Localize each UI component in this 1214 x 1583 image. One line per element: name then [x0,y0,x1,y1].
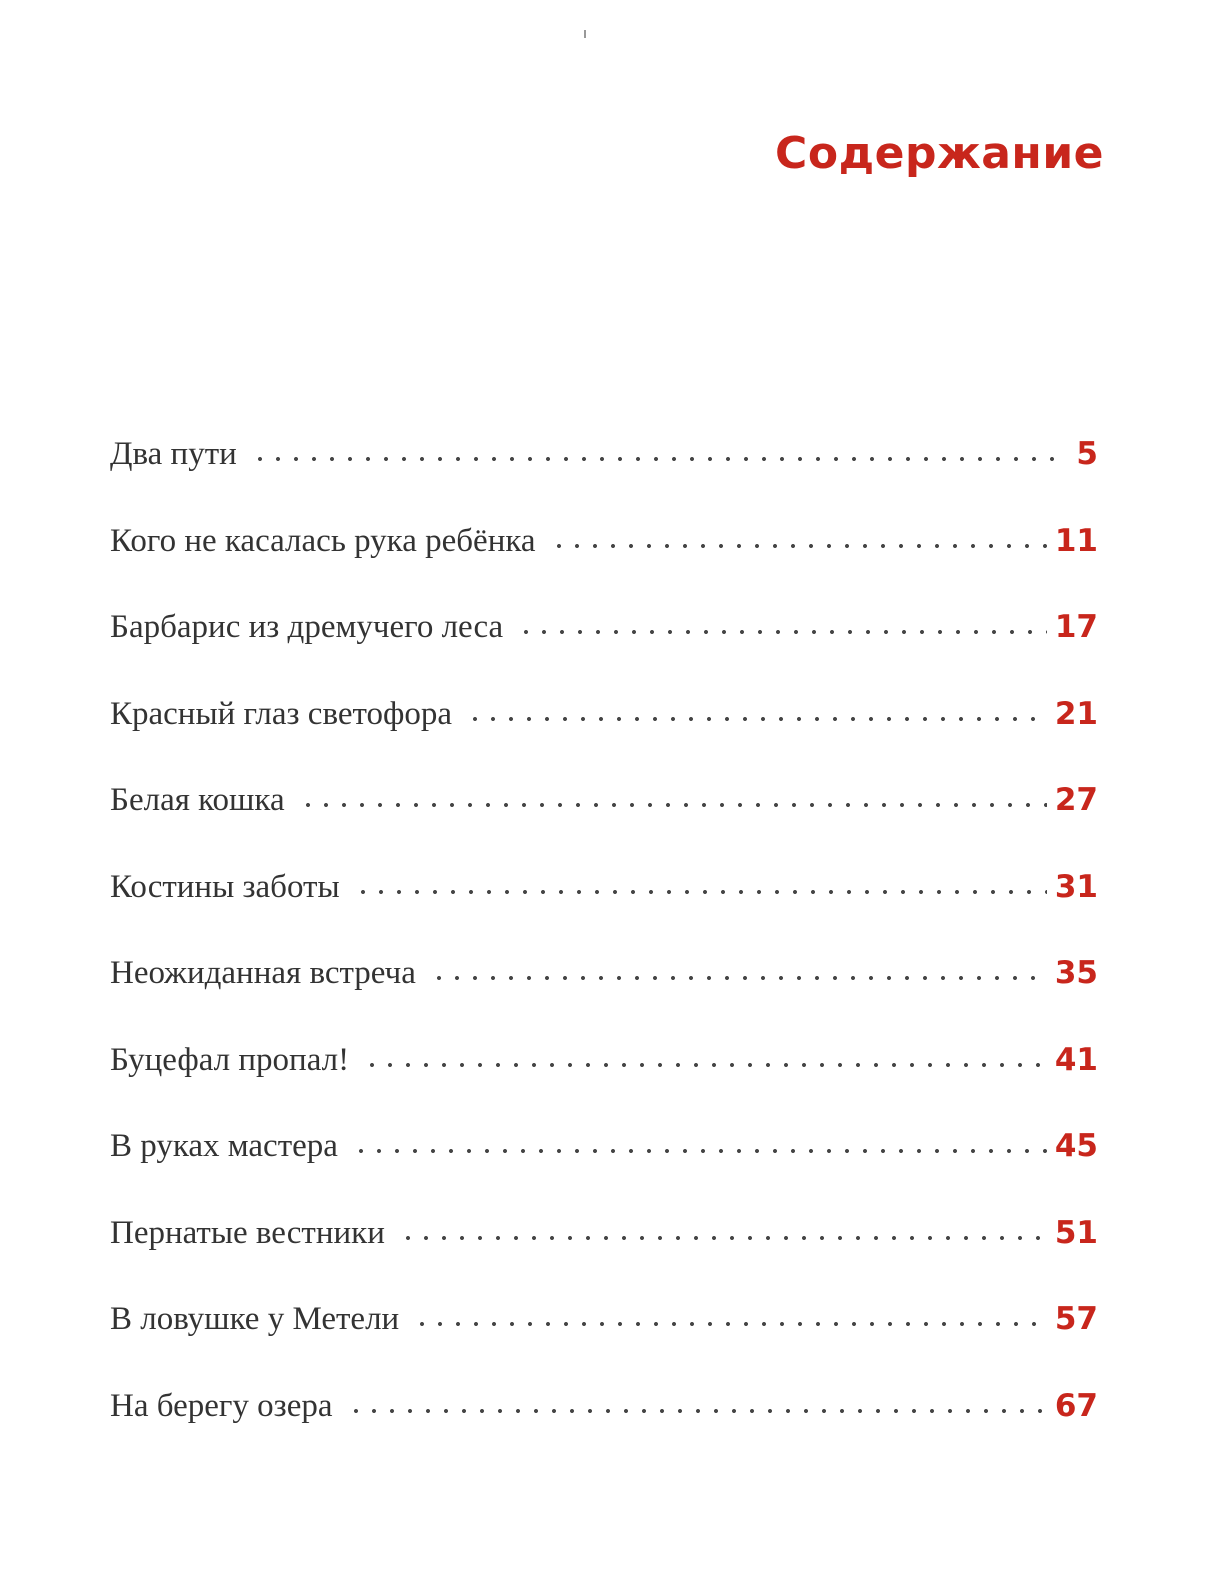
toc-entry[interactable] [110,609,1098,696]
toc-entry-page: 51 [1054,1214,1098,1251]
toc-leader-dots [399,1235,1047,1241]
toc-leader-dots [299,802,1047,808]
toc-entry-page: 21 [1054,695,1098,732]
page-title: Содержание [775,128,1104,179]
toc-entry[interactable] [110,1215,1098,1302]
table-of-contents [110,436,1098,1474]
toc-leader-dots [251,456,1066,462]
toc-entry-page: 45 [1054,1128,1098,1164]
toc-entry-title: Барбарис из дремучего леса [110,609,504,645]
toc-entry-page: 35 [1054,955,1098,991]
toc-entry-page: 31 [1054,868,1098,905]
toc-entry-title: Костины заботы [110,868,340,905]
toc-entry[interactable] [110,1301,1098,1388]
toc-entry-title: В руках мастера [110,1128,338,1164]
toc-entry-title: В ловушке у Метели [110,1301,400,1337]
toc-leader-dots [352,1148,1047,1154]
toc-entry-title: Неожиданная встреча [110,955,416,991]
toc-entry-page: 67 [1054,1387,1098,1424]
toc-entry-page: 11 [1054,522,1098,559]
toc-leader-dots [466,716,1047,722]
toc-leader-dots [354,889,1047,895]
toc-entry-page: 57 [1054,1301,1098,1337]
toc-entry-title: Белая кошка [110,782,285,818]
toc-entry-page: 27 [1054,782,1098,818]
toc-entry-title: Красный глаз светофора [110,695,453,732]
toc-leader-dots [550,543,1047,549]
toc-entry-title: Два пути [110,436,237,472]
toc-entry-title: Кого не касалась рука ребёнка [110,522,536,559]
toc-entry[interactable] [110,955,1098,1042]
toc-entry[interactable] [110,869,1098,956]
toc-entry-page: 5 [1076,436,1098,472]
toc-entry[interactable] [110,696,1098,783]
toc-entry-title: Пернатые вестники [110,1214,385,1251]
toc-leader-dots [413,1321,1047,1327]
toc-entry-page: 41 [1054,1041,1098,1078]
toc-entry-title: На берегу озера [110,1387,333,1424]
toc-leader-dots [363,1062,1047,1068]
toc-entry-page: 17 [1054,609,1098,645]
toc-leader-dots [430,975,1047,981]
toc-entry[interactable] [110,1388,1098,1475]
scan-mark [584,30,586,38]
toc-entry[interactable] [110,523,1098,610]
toc-leader-dots [517,629,1047,635]
toc-entry[interactable] [110,436,1098,523]
toc-entry[interactable] [110,1042,1098,1129]
toc-entry-title: Буцефал пропал! [110,1041,350,1078]
toc-entry[interactable] [110,1128,1098,1215]
toc-entry[interactable] [110,782,1098,869]
toc-leader-dots [347,1408,1047,1414]
